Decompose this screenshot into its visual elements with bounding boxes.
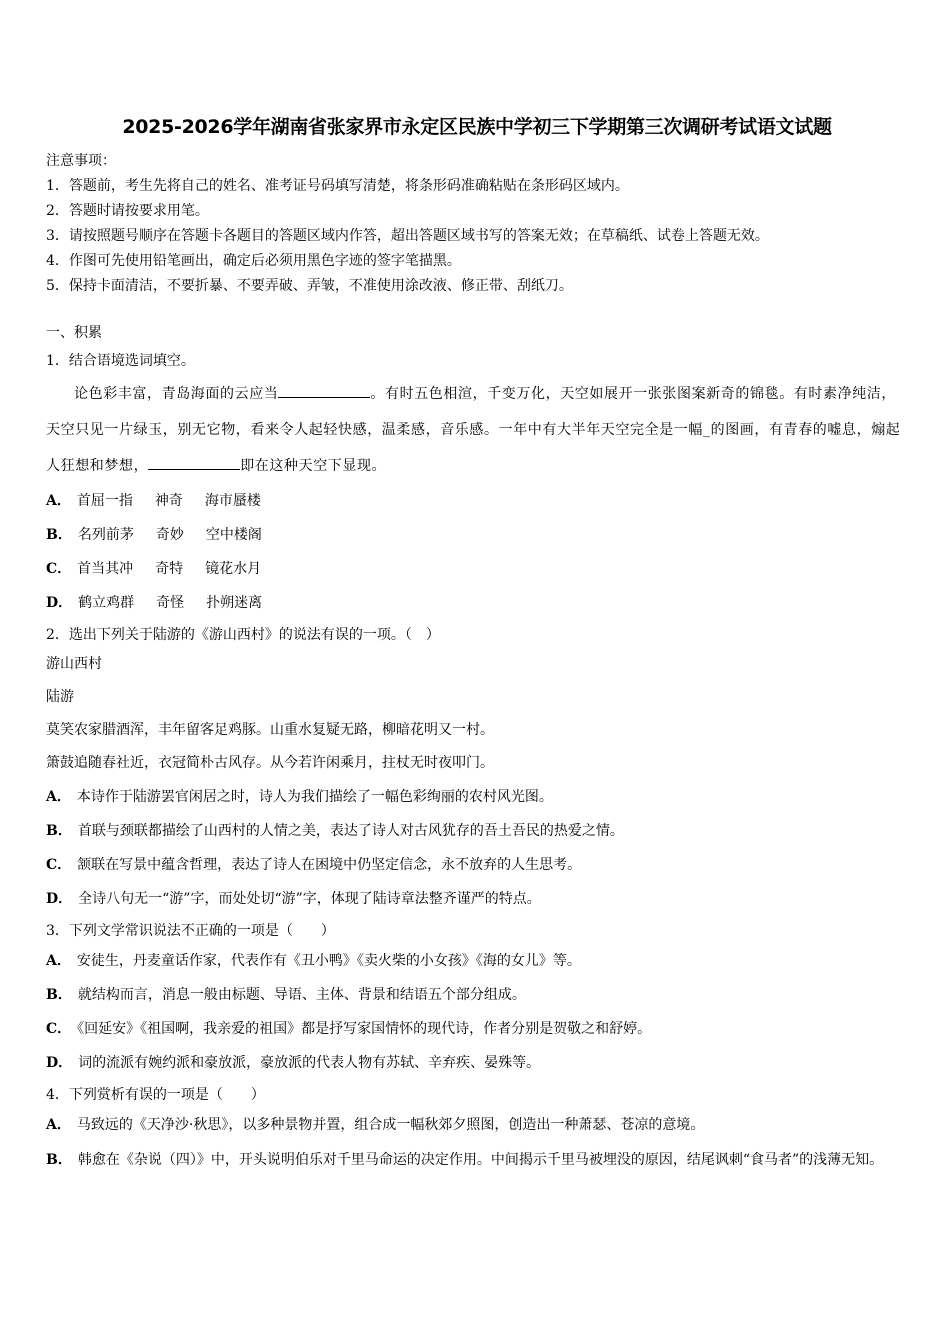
notice-item: 4．作图可先使用铅笔画出，确定后必须用黑色字迹的签字笔描黑。 xyxy=(46,253,461,269)
option-letter: A． xyxy=(46,789,71,805)
option-word: 神奇 xyxy=(154,493,183,509)
option-row xyxy=(46,944,908,978)
option-row xyxy=(46,1108,908,1142)
option-row xyxy=(46,484,908,518)
question-stem: 2．选出下列关于陆游的《游山西村》的说法有误的一项。（ ） xyxy=(46,627,440,643)
option-row xyxy=(46,848,908,882)
option-letter: B． xyxy=(46,527,72,543)
option-word: 扑朔迷离 xyxy=(206,595,263,611)
option-word: 首当其冲 xyxy=(77,561,134,577)
notice-block xyxy=(46,149,908,299)
option-row xyxy=(46,978,908,1012)
option-row xyxy=(46,780,908,814)
option-word: 奇怪 xyxy=(156,595,185,611)
option-text: 本诗作于陆游罢官闲居之时，诗人为我们描绘了一幅色彩绚丽的农村风光图。 xyxy=(76,789,553,805)
option-row xyxy=(46,882,908,916)
option-text: 安徒生，丹麦童话作家，代表作有《丑小鸭》《卖火柴的小女孩》《海的女儿》等。 xyxy=(76,953,581,969)
option-word: 奇妙 xyxy=(155,527,184,543)
passage-text: 论色彩丰富，青岛海面的云应当 xyxy=(74,386,279,402)
question-stem: 1．结合语境选词填空。 xyxy=(46,353,195,369)
poem-line: 箫鼓追随春社近，衣冠简朴古风存。从今若许闲乘月，拄杖无时夜叩门。 xyxy=(46,755,494,771)
option-text: 词的流派有婉约派和豪放派，豪放派的代表人物有苏轼、辛弃疾、晏殊等。 xyxy=(78,1055,541,1071)
option-letter: D． xyxy=(46,891,73,907)
option-letter: C． xyxy=(46,1021,72,1037)
poem-author: 陆游 xyxy=(46,689,74,705)
passage-text: 的图画，有青春的嘘息，煽起人狂想和梦想， xyxy=(46,422,901,474)
poem-title: 游山西村 xyxy=(46,656,102,672)
option-letter: A． xyxy=(46,953,71,969)
option-word: 镜花水月 xyxy=(205,561,262,577)
option-row xyxy=(46,1046,908,1080)
option-row xyxy=(46,586,908,620)
fill-blank xyxy=(278,385,370,398)
question-4 xyxy=(46,1083,908,1179)
question-1 xyxy=(46,349,908,620)
option-word: 空中楼阁 xyxy=(205,527,262,543)
option-letter: D． xyxy=(46,595,73,611)
option-text: 首联与颈联都描绘了山西村的人情之美，表达了诗人对古风犹存的吾土吾民的热爱之情。 xyxy=(77,823,624,839)
option-text: 就结构而言，消息一般由标题、导语、主体、背景和结语五个部分组成。 xyxy=(77,987,526,1003)
option-row xyxy=(46,1142,908,1179)
option-word: 海市蜃楼 xyxy=(204,493,261,509)
option-text: 韩愈在《杂说（四）》中，开头说明伯乐对千里马命运的决定作用。中间揭示千里马被埋没的原因，结尾讽刺“食马者”的浅薄无知。 xyxy=(77,1152,884,1168)
notice-item: 3．请按照题号顺序在答题卡各题目的答题区域内作答，超出答题区域书写的答案无效；在草稿纸、试卷上答题无效。 xyxy=(46,228,769,244)
question-2 xyxy=(46,623,908,916)
option-word: 鹤立鸡群 xyxy=(78,595,135,611)
fill-blank-short: _ xyxy=(703,422,711,438)
poem-line: 莫笑农家腊酒浑，丰年留客足鸡豚。山重水复疑无路，柳暗花明又一村。 xyxy=(46,722,494,738)
option-row xyxy=(46,1012,908,1046)
passage-text: 即在这种天空下显现。 xyxy=(240,458,387,474)
option-letter: B． xyxy=(46,1152,72,1168)
fill-blank xyxy=(148,457,240,470)
option-word: 奇特 xyxy=(155,561,184,577)
option-text: 《回延安》《祖国啊，我亲爱的祖国》都是抒写家国情怀的现代诗，作者分别是贺敬之和舒婷。 xyxy=(77,1021,652,1037)
notice-item: 2．答题时请按要求用笔。 xyxy=(46,203,209,219)
option-text: 全诗八句无一“游”字，而处处切“游”字，体现了陆诗章法整齐谨严的特点。 xyxy=(78,891,541,907)
option-letter: A． xyxy=(46,493,71,509)
section-heading: 一、积累 xyxy=(46,325,102,341)
page-title: 2025-2026学年湖南省张家界市永定区民族中学初三下学期第三次调研考试语文试题 xyxy=(122,116,832,138)
option-letter: C． xyxy=(46,561,72,577)
option-letter: B． xyxy=(46,987,72,1003)
option-row xyxy=(46,518,908,552)
option-letter: B． xyxy=(46,823,72,839)
passage-text: 。有时五色相渲，千变万化，天空如展开一张张图案新奇的锦毯。有时素净纯洁，天空只见一片绿玉，别无它物，看来令人起轻快感，温柔感，音乐感。一年中有大半年天空完全是一幅 xyxy=(46,386,897,438)
option-text: 颔联在写景中蕴含哲理，表达了诗人在困境中仍坚定信念，永不放弃的人生思考。 xyxy=(77,857,582,873)
question-stem: 4．下列赏析有误的一项是（ ） xyxy=(46,1087,265,1103)
question-3 xyxy=(46,919,908,1080)
option-row xyxy=(46,814,908,848)
question-passage xyxy=(46,376,908,484)
option-word: 首屈一指 xyxy=(76,493,133,509)
notice-heading: 注意事项： xyxy=(46,153,116,169)
option-letter: D． xyxy=(46,1055,73,1071)
option-text: 马致远的《天净沙·秋思》，以多种景物并置，组合成一幅秋郊夕照图，创造出一种萧瑟、苍凉的意境。 xyxy=(76,1117,705,1133)
option-letter: C． xyxy=(46,857,72,873)
exam-page xyxy=(46,112,908,1179)
option-row xyxy=(46,552,908,586)
notice-item: 5．保持卡面清洁，不要折暴、不要弄破、弄皱，不准使用涂改液、修正带、刮纸刀。 xyxy=(46,278,573,294)
question-stem: 3．下列文学常识说法不正确的一项是（ ） xyxy=(46,923,335,939)
option-word: 名列前茅 xyxy=(77,527,134,543)
option-letter: A． xyxy=(46,1117,71,1133)
notice-item: 1．答题前，考生先将自己的姓名、准考证号码填写清楚，将条形码准确粘贴在条形码区域内。 xyxy=(46,178,629,194)
